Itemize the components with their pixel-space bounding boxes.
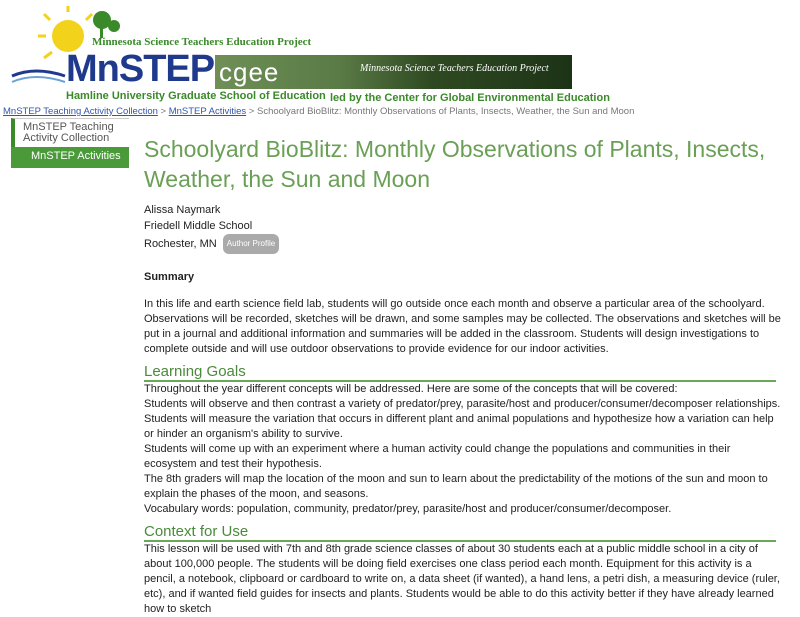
goal-item: Students will come up with an experiment where a human activity could change the populations and communities in their ecosystem and test their hypothesis.	[144, 443, 731, 470]
breadcrumb-separator: >	[157, 106, 169, 117]
author-block	[144, 202, 784, 254]
project-title: Minnesota Science Teachers Education Project	[92, 36, 312, 48]
breadcrumb-link-collection[interactable]: MnSTEP Teaching Activity Collection	[3, 106, 158, 117]
sidebar	[11, 118, 129, 168]
goal-item: Vocabulary words: population, community, predator/prey, parasite/host and producer/consumer/decomposer.	[144, 503, 672, 515]
author-profile-button[interactable]: Author Profile	[223, 234, 279, 254]
page-title: Schoolyard BioBlitz: Monthly Observations of Plants, Insects, Weather, the Sun and Moon	[144, 136, 766, 192]
cgee-banner	[215, 55, 572, 89]
breadcrumb-link-activities[interactable]: MnSTEP Activities	[168, 106, 247, 117]
banner-text: Minnesota Science Teachers Education Project	[360, 63, 549, 74]
summary-heading: Summary	[144, 271, 195, 283]
goal-item: Throughout the year different concepts will be addressed. Here are some of the concepts that will be covered:	[144, 383, 678, 395]
summary-text: In this life and earth science field lab, students will go outside once each month and observe a particular area of the schoolyard. Observations will be recorded, sketches will be drawn, and some samples may be collected. The observations and sketches will be put in a journal and additional information and summaries will be added in the classroom. Students will design investigations to complete outside and will use outdoor observations to provide evidence for our indoor activities.	[144, 298, 781, 355]
main-content	[144, 134, 784, 617]
goal-item: The 8th graders will map the location of the moon and sun to learn about the predictability of the motions of the sun and moon to explain the phases of the moon, and seasons.	[144, 473, 768, 500]
context-heading: Context for Use	[144, 523, 776, 542]
goal-item: Students will measure the variation that occurs in different plant and animal populations and hypothesize how a variation can help or hinder an organism's ability to survive.	[144, 413, 774, 440]
context-text: This lesson will be used with 7th and 8th grade science classes of about 30 students each at a public middle school in a city of about 100,000 people. The students will be doing field exercises one class period each month. Equipment for this activity is a pencil, a notebook, clipboard or cardboard to write on, a data sheet (if wanted), a hand lens, a petri dish, a measuring device (ruler, etc), and if wanted field guides for insects and plants. Students would be able to do this activity better if they have already learned how to sketch	[144, 543, 780, 615]
author-name: Alissa Naymark	[144, 204, 221, 216]
university-name: Hamline University Graduate School of Education	[66, 90, 326, 102]
breadcrumb-current: Schoolyard BioBlitz: Monthly Observations of Plants, Insects, Weather, the Sun and Moon	[256, 106, 635, 117]
goal-item: Students will observe and then contrast a variety of predator/prey, parasite/host and producer/consumer/decomposer relationships.	[144, 398, 781, 410]
learning-goals-heading: Learning Goals	[144, 363, 776, 382]
cgee-logo: cgee	[219, 57, 280, 87]
sidebar-item-collection[interactable]: MnSTEP Teaching Activity Collection	[11, 118, 129, 147]
breadcrumb-separator: >	[246, 106, 257, 117]
site-header	[0, 0, 800, 106]
sidebar-item-activities[interactable]: MnSTEP Activities	[11, 147, 129, 165]
author-school: Friedell Middle School	[144, 220, 253, 232]
led-by-text: led by the Center for Global Environmental Education	[330, 92, 610, 104]
mnstep-logo: MnSTEP	[66, 48, 215, 90]
author-location-row	[144, 234, 784, 254]
breadcrumb	[3, 106, 634, 117]
author-location: Rochester, MN	[144, 237, 217, 250]
